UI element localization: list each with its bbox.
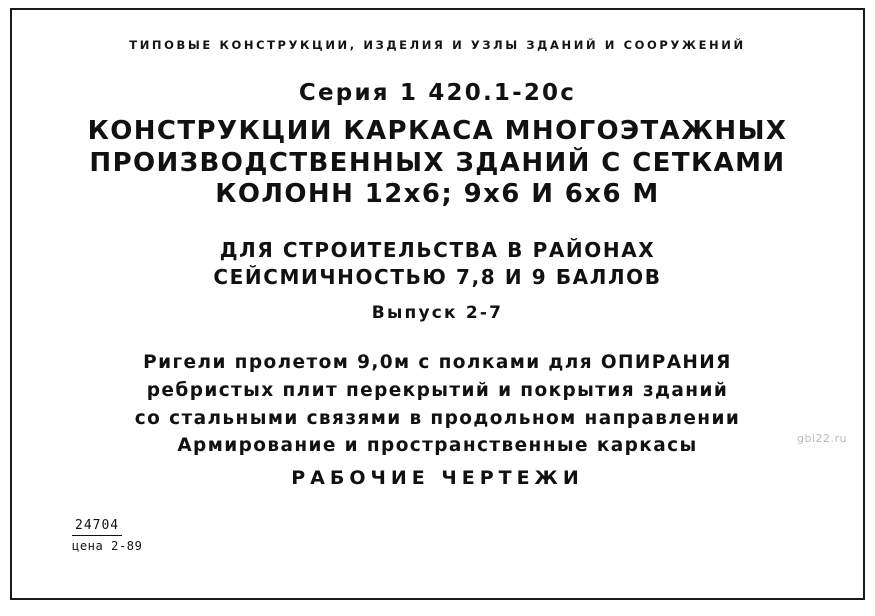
description-line-4: Армирование и пространственные каркасы [177,435,698,457]
header-line: ТИПОВЫЕ КОНСТРУКЦИИ, ИЗДЕЛИЯ И УЗЛЫ ЗДАНИЙ И СООРУЖЕНИЙ [129,38,746,52]
stamp-code: 24704 [72,518,122,536]
stamp-price: цена 2-89 [72,539,143,553]
watermark-text: gbi22.ru [796,432,847,445]
issue-number: Выпуск 2-7 [371,303,504,324]
description-line-2: ребристых плит перекрытий и покрытия зданий [146,379,729,401]
subtitle-line-2: СЕЙСМИЧНОСТЬЮ 7,8 И 9 БАЛЛОВ [213,265,662,290]
description-line-3: со стальными связями в продольном направлении [134,407,741,429]
price-stamp [72,517,142,554]
main-title-line-3: КОЛОНН 12х6; 9х6 И 6х6 М [215,179,660,210]
series-number: Серия 1 420.1-20с [298,80,577,106]
main-title [36,116,839,211]
subtitle [36,237,839,291]
series-block [36,80,839,106]
main-title-line-1: КОНСТРУКЦИИ КАРКАСА МНОГОЭТАЖНЫХ [87,116,788,146]
subtitle-line-1: ДЛЯ СТРОИТЕЛЬСТВА В РАЙОНАХ [219,238,656,263]
description-line-1: Ригели пролетом 9,0м с полками для ОПИРАНИЯ [143,352,732,374]
page-content [10,8,865,600]
main-title-line-2: ПРОИЗВОДСТВЕННЫХ ЗДАНИЙ С СЕТКАМИ [89,147,786,178]
description-working-drawings: РАБОЧИЕ ЧЕРТЕЖИ [291,467,584,490]
description-block [36,349,839,493]
